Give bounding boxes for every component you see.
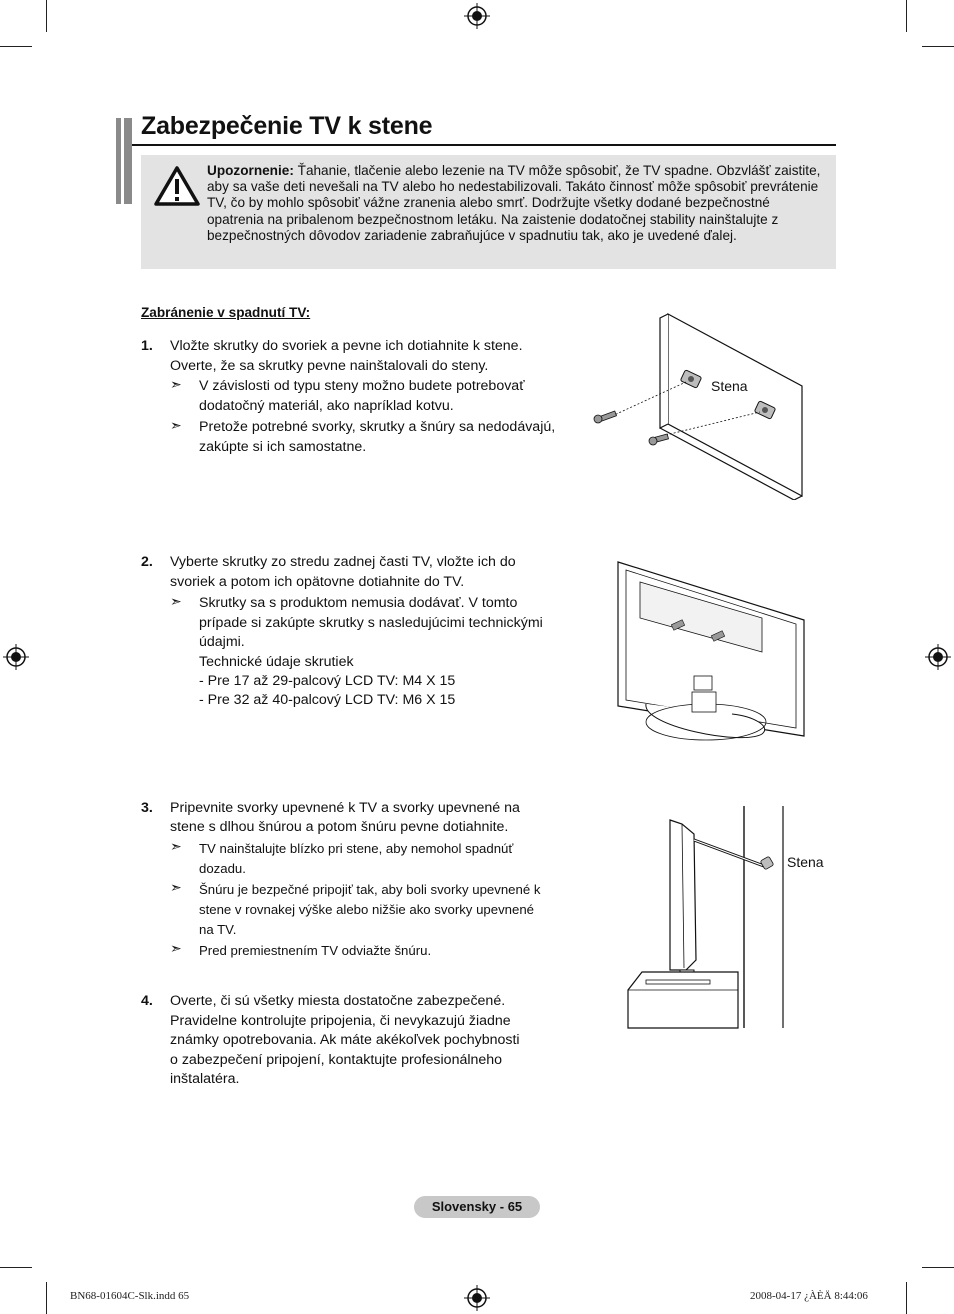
note-line: Pred premiestnením TV odviažte šnúru. — [199, 943, 432, 958]
section-subheading: Zabránenie v spadnutí TV: — [141, 305, 311, 320]
title-side-bar — [124, 118, 132, 204]
crop-mark — [0, 46, 32, 47]
step-line: stene s dlhou šnúrou a potom šnúru pevne dotiahnite. — [170, 819, 509, 835]
note-line: stene v rovnakej výške alebo nižšie ako svorky upevnené — [199, 902, 534, 917]
wall-label: Stena — [711, 378, 748, 394]
step-number: 2. — [141, 554, 153, 570]
warning-text — [207, 163, 827, 244]
note-line: prípade si zakúpte skrutky s nasledujúcimi technickými — [199, 615, 543, 631]
step-line: známky opotrebovania. Ak máte akékoľvek pochybnosti — [170, 1032, 520, 1048]
note-line: na TV. — [199, 922, 237, 937]
step-line: Vložte skrutky do svoriek a pevne ich dotiahnite k stene. — [170, 338, 523, 354]
step-number: 1. — [141, 338, 153, 354]
wall-bracket-illustration — [590, 310, 810, 500]
note-line: - Pre 17 až 29-palcový LCD TV: M4 X 15 — [199, 673, 456, 689]
step-line: Overte, že sa skrutky pevne nainštalovali do steny. — [170, 358, 489, 374]
note-line: údajmi. — [199, 634, 245, 650]
note-arrow-icon: ➣ — [170, 838, 182, 854]
crop-mark — [46, 0, 47, 32]
note-line: zakúpte si ich samostatne. — [199, 439, 367, 455]
page-number-badge: Slovensky - 65 — [414, 1196, 540, 1218]
note-line: - Pre 32 až 40-palcový LCD TV: M6 X 15 — [199, 692, 456, 708]
tv-rear-illustration — [612, 556, 812, 752]
title-side-bar — [116, 118, 121, 204]
step-line: inštalatéra. — [170, 1071, 240, 1087]
note-line: V závislosti od typu steny možno budete potrebovať — [199, 378, 525, 394]
warning-body: Ťahanie, tlačenie alebo lezenie na TV môže spôsobiť, že TV spadne. Obzvlášť zaistite, aby sa vaše deti nevešali na TV alebo ho nedestabilizovali. Takáto činnosť môže spôsobiť prevrátenie TV, čo by mohlo spôsobiť vážne zranenia alebo smrť. Dodržujte všetky dodané bezpečnostné opatrenia na pribalenom bezpečnostnom letáku. Na zaistenie dodatočnej stability nainštalujte z bezpečnostných dôvodov zariadenie zabraňujúce v spadnutiu tak, ako je uvedené ďalej. — [207, 163, 821, 243]
registration-mark-icon — [925, 644, 951, 670]
crop-mark — [906, 1282, 907, 1314]
step-line: Pravidelne kontrolujte pripojenia, či nevykazujú žiadne — [170, 1013, 511, 1029]
note-line: Šnúru je bezpečné pripojiť tak, aby boli svorky upevnené k — [199, 882, 541, 897]
title-underline — [132, 144, 836, 146]
note-line: TV nainštalujte blízko pri stene, aby nemohol spadnúť — [199, 841, 514, 856]
note-arrow-icon: ➣ — [170, 417, 182, 433]
crop-mark — [46, 1282, 47, 1314]
wall-label: Stena — [787, 854, 824, 870]
step-number: 3. — [141, 800, 153, 816]
note-arrow-icon: ➣ — [170, 879, 182, 895]
crop-mark — [0, 1267, 32, 1268]
page-title: Zabezpečenie TV k stene — [141, 112, 433, 140]
note-line: dodatočný materiál, ako napríklad kotvu. — [199, 398, 454, 414]
step-line: Pripevnite svorky upevnené k TV a svorky upevnené na — [170, 800, 520, 816]
print-slug-left: BN68-01604C-Slk.indd 65 — [70, 1290, 190, 1302]
note-line: Technické údaje skrutiek — [199, 654, 354, 670]
warning-triangle-icon — [153, 165, 201, 207]
registration-mark-icon — [3, 644, 29, 670]
note-arrow-icon: ➣ — [170, 940, 182, 956]
registration-mark-icon — [464, 1285, 490, 1311]
crop-mark — [922, 1267, 954, 1268]
registration-mark-icon — [464, 3, 490, 29]
step-line: o zabezpečení pripojení, kontaktujte profesionálneho — [170, 1052, 503, 1068]
note-line: Pretože potrebné svorky, skrutky a šnúry sa nedodávajú, — [199, 419, 556, 435]
step-line: Overte, či sú všetky miesta dostatočne zabezpečené. — [170, 993, 506, 1009]
note-arrow-icon: ➣ — [170, 376, 182, 392]
warning-label: Upozornenie: — [207, 163, 294, 178]
note-line: Skrutky sa s produktom nemusia dodávať. V tomto — [199, 595, 518, 611]
step-line: svoriek a potom ich opätovne dotiahnite do TV. — [170, 574, 465, 590]
step-line: Vyberte skrutky zo stredu zadnej časti TV, vložte ich do — [170, 554, 516, 570]
note-line: dozadu. — [199, 861, 246, 876]
tv-wall-side-illustration — [624, 800, 794, 1030]
crop-mark — [922, 46, 954, 47]
note-arrow-icon: ➣ — [170, 593, 182, 609]
crop-mark — [906, 0, 907, 32]
print-slug-right: 2008-04-17 ¿ÀÈÄ 8:44:06 — [750, 1290, 868, 1302]
step-number: 4. — [141, 993, 153, 1009]
